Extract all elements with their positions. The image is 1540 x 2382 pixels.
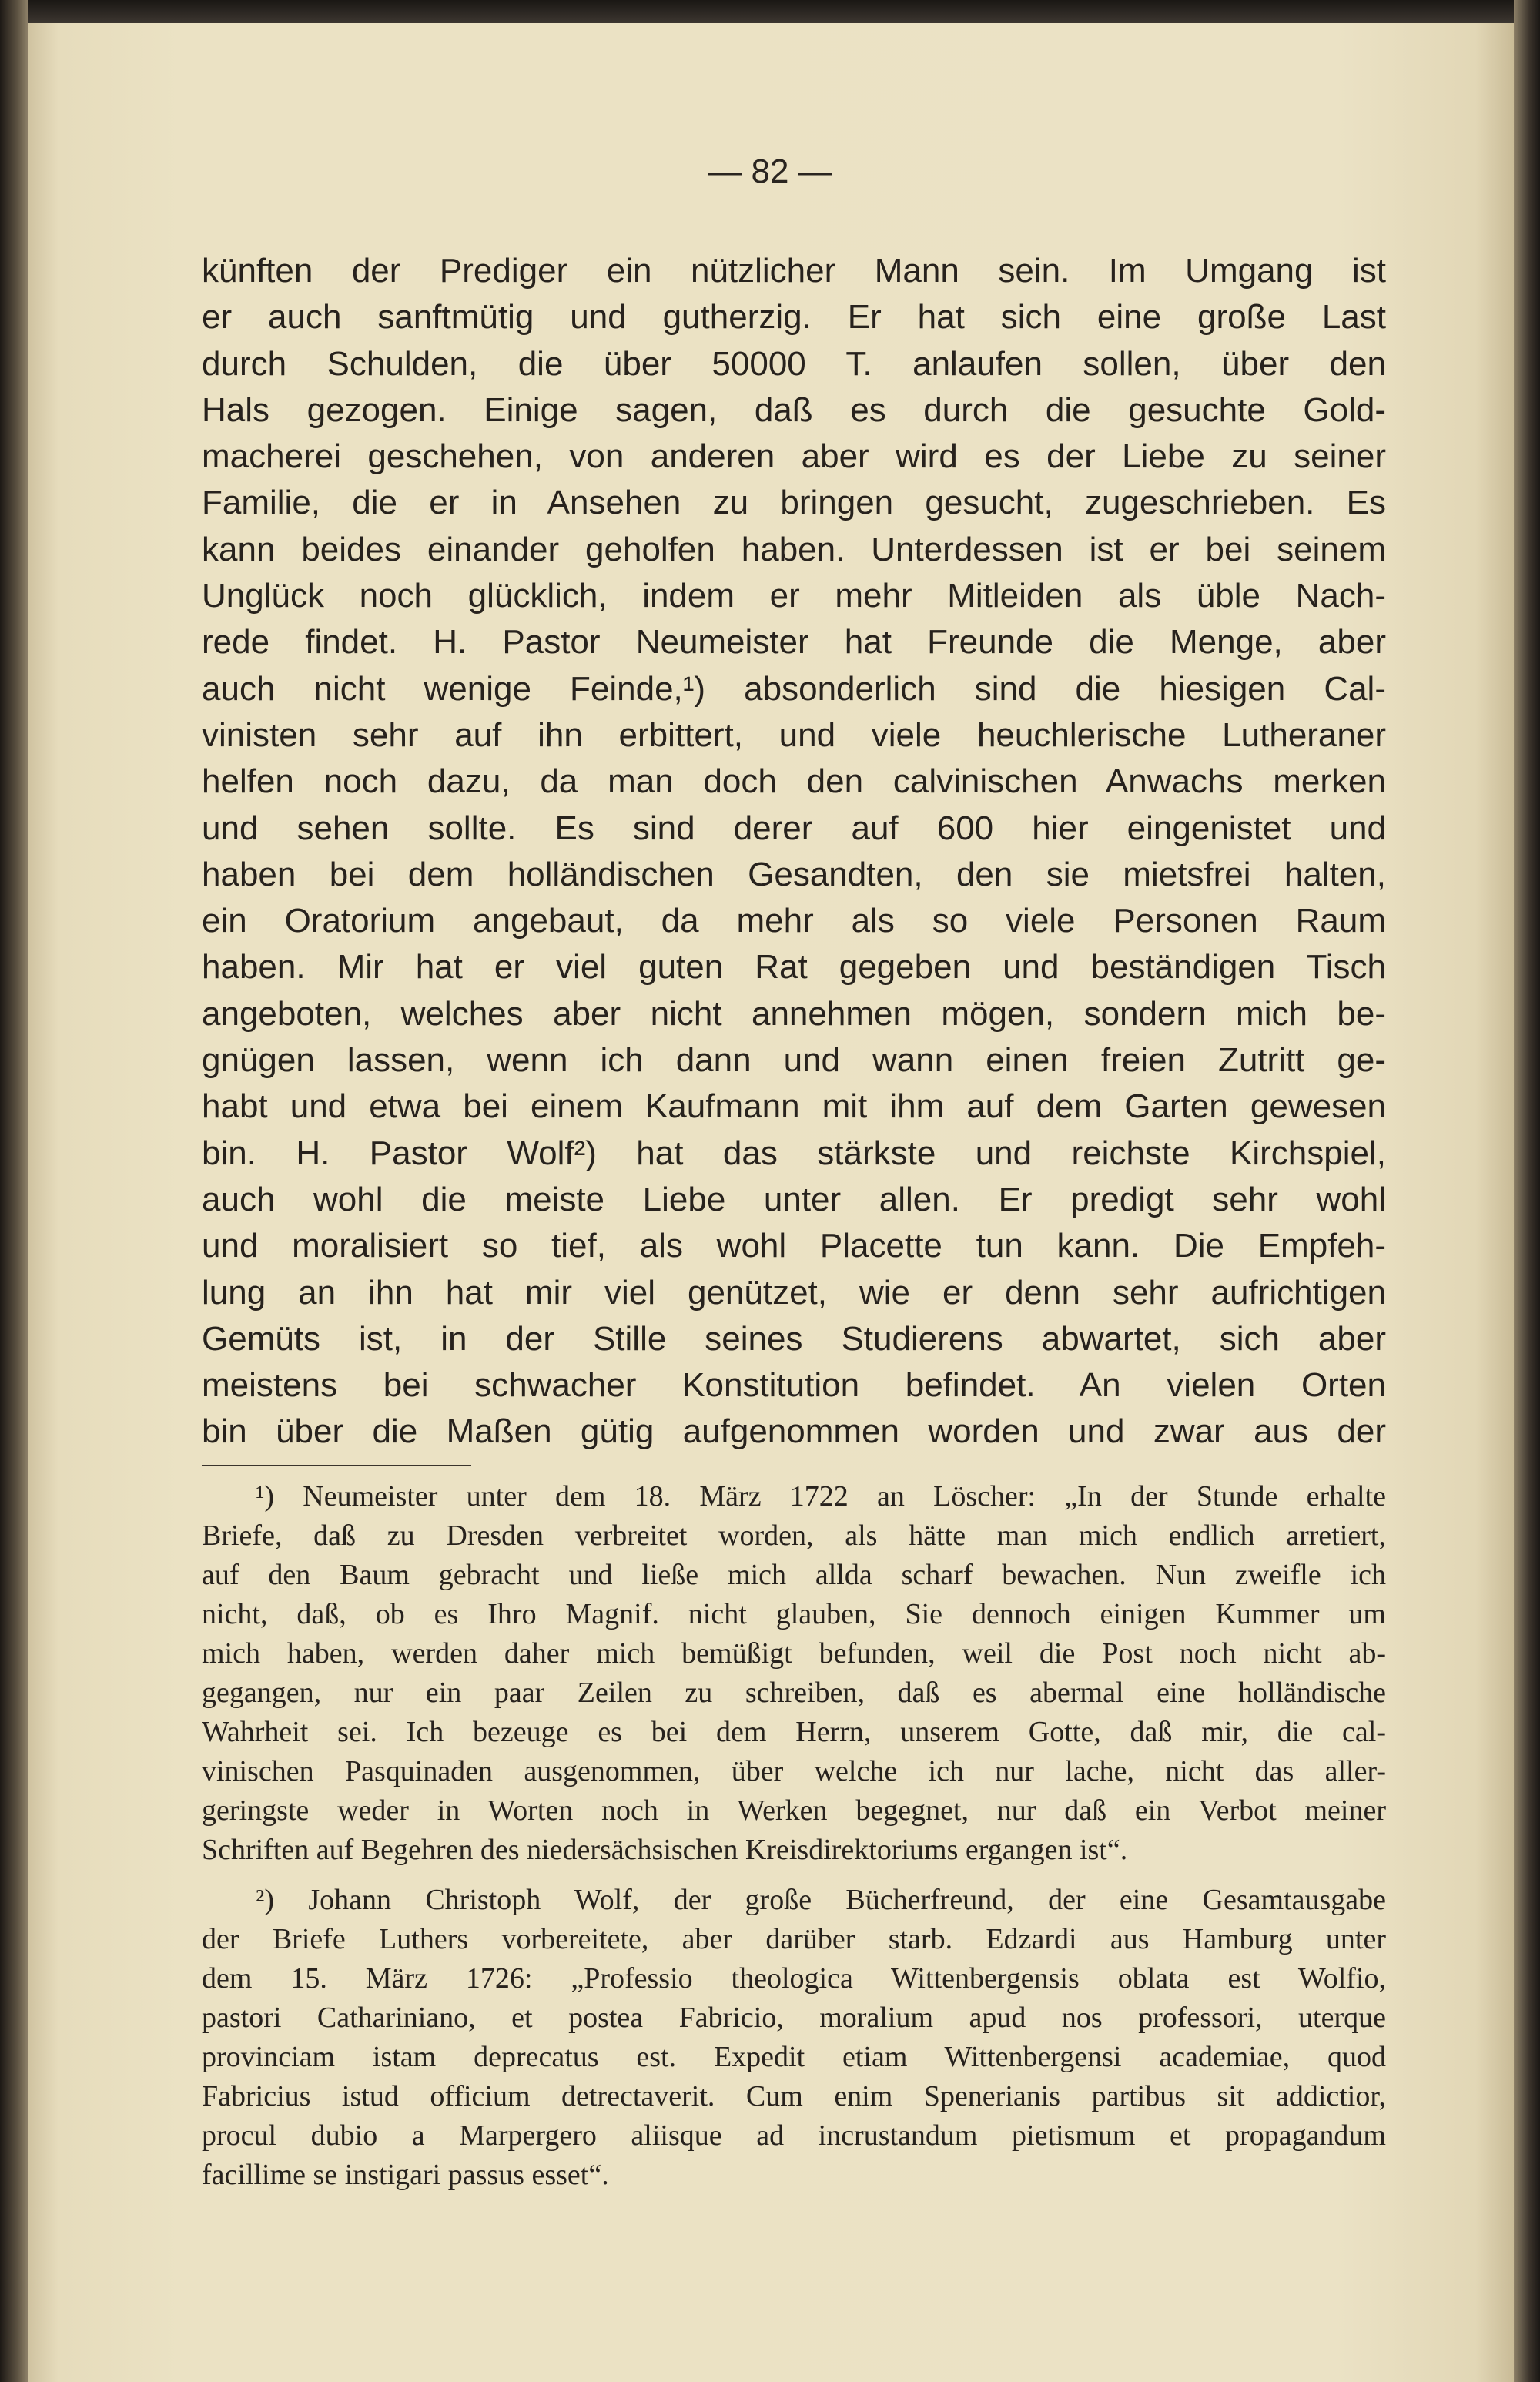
text-line: durch Schulden, die über 50000 T. anlaufen sollen, über den — [202, 344, 1386, 383]
footnote-line: Briefe, daß zu Dresden verbreitet worden, als hätte man mich endlich arretiert, — [202, 1519, 1386, 1552]
text-line: angeboten, welches aber nicht annehmen mögen, sondern mich be- — [202, 994, 1386, 1033]
page-number: — 82 — — [708, 152, 832, 190]
footnote-line: procul dubio a Marpergero aliisque ad incrustandum pietismum et propagandum — [202, 2119, 1386, 2152]
footnote-line: gegangen, nur ein paar Zeilen zu schreiben, daß es abermal eine holländische — [202, 1677, 1386, 1709]
text-line: er auch sanftmütig und gutherzig. Er hat sich eine große Last — [202, 298, 1386, 337]
footnote-line: ¹) Neumeister unter dem 18. März 1722 an Löscher: „In der Stunde erhalte — [256, 1480, 1386, 1513]
footnote-line: der Briefe Luthers vorbereitete, aber darüber starb. Edzardi aus Hamburg unter — [202, 1923, 1386, 1955]
text-line: meistens bei schwacher Konstitution befindet. An vielen Orten — [202, 1366, 1386, 1405]
text-line: auch wohl die meiste Liebe unter allen. Er predigt sehr wohl — [202, 1180, 1386, 1218]
footnote-line: mich haben, werden daher mich bemüßigt befunden, weil die Post noch nicht ab- — [202, 1637, 1386, 1670]
text-line: auch nicht wenige Feinde,¹) absonderlich sind die hiesigen Cal- — [202, 669, 1386, 708]
text-line: bin. H. Pastor Wolf²) hat das stärkste und reichste Kirchspiel, — [202, 1134, 1386, 1172]
text-line: lung an ihn hat mir viel genützet, wie er denn sehr aufrichtigen — [202, 1273, 1386, 1312]
text-line: und moralisiert so tief, als wohl Placette tun kann. Die Empfeh- — [202, 1227, 1386, 1265]
footnote-line: nicht, daß, ob es Ihro Magnif. nicht glauben, Sie dennoch einigen Kummer um — [202, 1598, 1386, 1630]
footnote-line: provinciam istam deprecatus est. Expedit etiam Wittenbergensi academiae, quod — [202, 2041, 1386, 2073]
text-line: macherei geschehen, von anderen aber wird es der Liebe zu seiner — [202, 437, 1386, 476]
book-binding-edge — [0, 0, 28, 2382]
scan-top-edge — [0, 0, 1540, 23]
text-line: ein Oratorium angebaut, da mehr als so viele Personen Raum — [202, 902, 1386, 940]
scan-right-edge — [1514, 0, 1540, 2382]
footnote-line: Fabricius istud officium detrectaverit. Cum enim Spenerianis partibus sit addictior, — [202, 2080, 1386, 2112]
text-line: Gemüts ist, in der Stille seines Studierens abwartet, sich aber — [202, 1319, 1386, 1358]
text-line: haben. Mir hat er viel guten Rat gegeben und beständigen Tisch — [202, 948, 1386, 987]
text-line: künften der Prediger ein nützlicher Mann sein. Im Umgang ist — [202, 252, 1386, 290]
text-line: kann beides einander geholfen haben. Unterdessen ist er bei seinem — [202, 530, 1386, 568]
footnotes — [202, 1477, 1386, 2195]
text-line: helfen noch dazu, da man doch den calvinischen Anwachs merken — [202, 762, 1386, 801]
main-text — [202, 248, 1386, 1456]
text-line: Unglück noch glücklich, indem er mehr Mitleiden als üble Nach- — [202, 577, 1386, 615]
footnote-line: ²) Johann Christoph Wolf, der große Bücherfreund, der eine Gesamtausgabe — [256, 1884, 1386, 1916]
text-line: habt und etwa bei einem Kaufmann mit ihm auf dem Garten gewesen — [202, 1087, 1386, 1126]
footnote-line: vinischen Pasquinaden ausgenommen, über welche ich nur lache, nicht das aller- — [202, 1755, 1386, 1787]
text-line: Familie, die er in Ansehen zu bringen gesucht, zugeschrieben. Es — [202, 484, 1386, 522]
footnote-line: facillime se instigari passus esset“. — [202, 2159, 609, 2191]
footnote-separator — [202, 1465, 471, 1466]
text-line: vinisten sehr auf ihn erbittert, und viele heuchlerische Lutheraner — [202, 715, 1386, 754]
footnote-line: Wahrheit sei. Ich bezeuge es bei dem Herrn, unserem Gotte, daß mir, die cal- — [202, 1716, 1386, 1748]
text-line: rede findet. H. Pastor Neumeister hat Freunde die Menge, aber — [202, 623, 1386, 662]
footnote-gap — [202, 1870, 1386, 1881]
text-line: und sehen sollte. Es sind derer auf 600 hier eingenistet und — [202, 809, 1386, 847]
text-line: Hals gezogen. Einige sagen, daß es durch die gesuchte Gold- — [202, 390, 1386, 429]
footnote-line: Schriften auf Begehren des niedersächsischen Kreisdirektoriums ergangen ist“. — [202, 1834, 1128, 1866]
footnote-line: pastori Cathariniano, et postea Fabricio, moralium apud nos professori, uterque — [202, 2002, 1386, 2034]
text-line: haben bei dem holländischen Gesandten, den sie mietsfrei halten, — [202, 855, 1386, 893]
footnote-line: auf den Baum gebracht und ließe mich allda scharf bewachen. Nun zweifle ich — [202, 1559, 1386, 1591]
footnote-line: dem 15. März 1726: „Professio theologica Wittenbergensis oblata est Wolfio, — [202, 1962, 1386, 1995]
text-line: gnügen lassen, wenn ich dann und wann einen freien Zutritt ge- — [202, 1041, 1386, 1080]
text-line: bin über die Maßen gütig aufgenommen worden und zwar aus der — [202, 1412, 1386, 1451]
footnote-line: geringste weder in Worten noch in Werken begegnet, nur daß ein Verbot meiner — [202, 1794, 1386, 1827]
